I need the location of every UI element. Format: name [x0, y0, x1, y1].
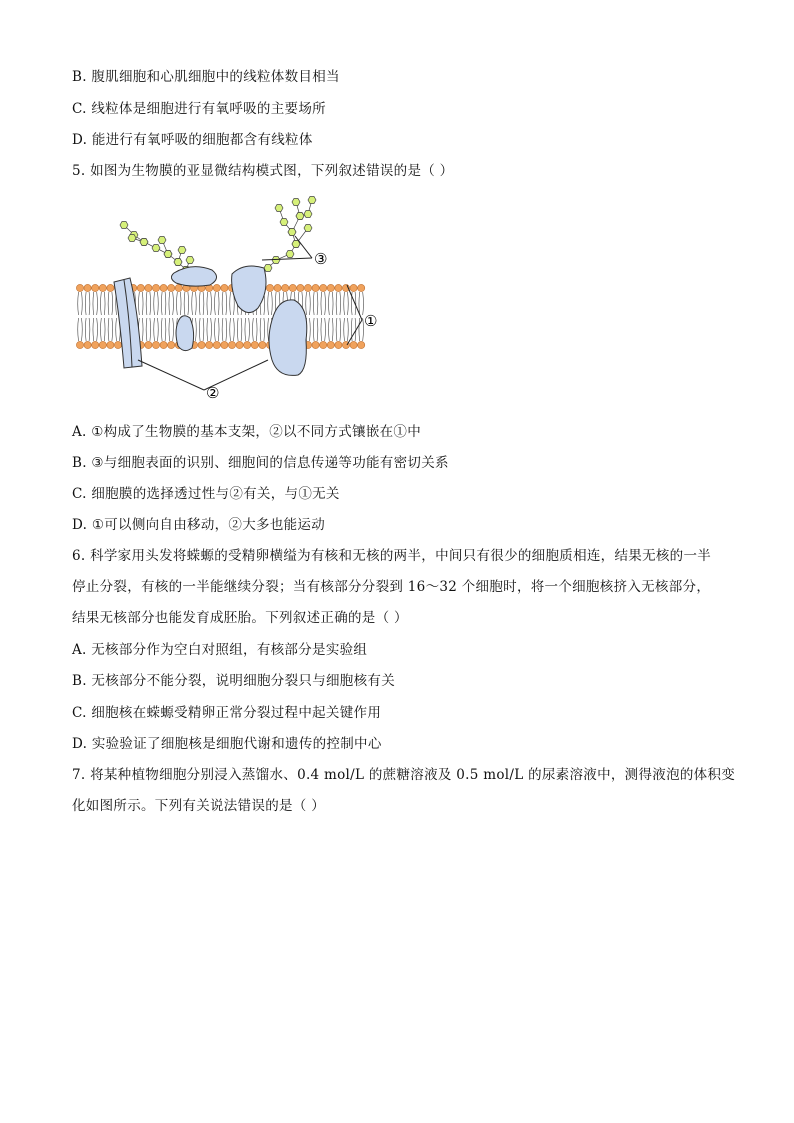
phospholipid-head	[266, 284, 273, 291]
phospholipid-head	[107, 284, 114, 291]
sugar-unit	[275, 205, 283, 212]
q4-option-b: B. 腹肌细胞和心肌细胞中的线粒体数目相当	[72, 69, 340, 85]
phospholipid-tail	[108, 292, 113, 341]
phospholipid-head	[206, 341, 213, 348]
phospholipid-head	[312, 341, 319, 348]
membrane-diagram	[72, 190, 402, 405]
phospholipid-tail	[101, 292, 106, 341]
q6-stem-line-2: 停止分裂，有核的一半能继续分裂；当有核部分分裂到 16～32 个细胞时，将一个细胞核挤入无核部分，	[72, 579, 711, 595]
sugar-unit	[292, 199, 300, 206]
phospholipid-tail	[199, 292, 204, 341]
phospholipid-head	[221, 341, 228, 348]
q5-option-d: D. ①可以侧向自由移动，②大多也能运动	[72, 517, 326, 533]
phospholipid-head	[84, 284, 91, 291]
phospholipid-head	[236, 341, 243, 348]
phospholipid-head	[274, 284, 281, 291]
sugar-unit	[186, 257, 194, 264]
phospholipid-head	[99, 341, 106, 348]
phospholipid-tail	[321, 292, 326, 341]
phospholipid-head	[160, 341, 167, 348]
phospholipid-head	[76, 284, 83, 291]
phospholipid-head	[327, 284, 334, 291]
sugar-unit	[264, 265, 272, 272]
phospholipid-head	[168, 284, 175, 291]
channel-protein	[114, 278, 142, 368]
phospholipid-head	[350, 341, 357, 348]
phospholipid-head	[228, 341, 235, 348]
phospholipid-head	[251, 341, 258, 348]
leader-lines	[138, 236, 362, 390]
phospholipid-head	[259, 341, 266, 348]
q5-stem: 5. 如图为生物膜的亚显微结构模式图，下列叙述错误的是（ ）	[72, 163, 454, 179]
q6-stem-line-1: 6. 科学家用头发将蝾螈的受精卵横缢为有核和无核的两半，中间只有很少的细胞质相连，结果无核的一半	[72, 548, 712, 564]
phospholipid-head	[92, 341, 99, 348]
phospholipid-tail	[161, 292, 166, 341]
phospholipid-head	[92, 284, 99, 291]
phospholipid-head	[152, 284, 159, 291]
q4-option-c: C. 线粒体是细胞进行有氧呼吸的主要场所	[72, 101, 326, 117]
sugar-unit	[296, 213, 304, 220]
phospholipid-tail	[207, 292, 212, 341]
embedded-protein-small	[176, 316, 194, 351]
phospholipid-head	[137, 284, 144, 291]
phospholipid-tail	[169, 292, 174, 341]
transmembrane-protein-center	[232, 266, 266, 313]
label-2: ②	[206, 384, 220, 402]
phospholipid-head	[145, 284, 152, 291]
q6-option-c: C. 细胞核在蝾螈受精卵正常分裂过程中起关键作用	[72, 705, 382, 721]
phospholipid-head	[320, 341, 327, 348]
phospholipid-tail	[146, 292, 151, 341]
phospholipid-head	[76, 341, 83, 348]
phospholipid-head	[289, 284, 296, 291]
phospholipid-head	[297, 284, 304, 291]
q5-option-b: B. ③与细胞表面的识别、细胞间的信息传递等功能有密切关系	[72, 455, 449, 471]
phospholipid-head	[327, 341, 334, 348]
phospholipid-head	[335, 341, 342, 348]
q6-option-d: D. 实验验证了细胞核是细胞代谢和遗传的控制中心	[72, 736, 382, 752]
sugar-unit	[308, 197, 316, 204]
phospholipid-head	[358, 341, 365, 348]
sugar-unit	[288, 229, 296, 236]
sugar-unit	[286, 251, 294, 258]
phospholipid-head	[175, 284, 182, 291]
phospholipid-tail	[78, 292, 83, 341]
phospholipid-head	[168, 341, 175, 348]
phospholipid-head	[304, 284, 311, 291]
phospholipid-tail	[230, 292, 235, 341]
q7-stem-line-1: 7. 将某种植物细胞分别浸入蒸馏水、0.4 mol/L 的蔗糖溶液及 0.5 mol/L 的尿素溶液中，测得液泡的体积变	[72, 767, 736, 783]
q6-option-b: B. 无核部分不能分裂，说明细胞分裂只与细胞核有关	[72, 673, 396, 689]
sugar-unit	[304, 211, 312, 218]
sugar-unit	[304, 225, 312, 232]
phospholipid-head	[213, 341, 220, 348]
glycoprotein-chains	[120, 197, 316, 274]
surface-protein-left	[171, 267, 216, 286]
phospholipid-tail	[313, 292, 318, 341]
label-3: ③	[314, 250, 328, 268]
phospholipid-head	[312, 284, 319, 291]
phospholipid-head	[350, 284, 357, 291]
phospholipid-head	[99, 284, 106, 291]
q4-option-d: D. 能进行有氧呼吸的细胞都含有线粒体	[72, 132, 313, 148]
sugar-unit	[174, 259, 182, 266]
sugar-unit	[280, 219, 288, 226]
phospholipid-tail	[93, 292, 98, 341]
phospholipid-head	[244, 341, 251, 348]
q7-stem-line-2: 化如图所示。下列有关说法错误的是（ ）	[72, 798, 325, 814]
label-1: ①	[364, 312, 378, 330]
phospholipid-head	[114, 341, 121, 348]
phospholipid-head	[358, 284, 365, 291]
phospholipid-tail	[359, 292, 364, 341]
phospholipid-head	[145, 341, 152, 348]
phospholipid-head	[320, 284, 327, 291]
sugar-unit	[178, 247, 186, 254]
sugar-unit	[164, 251, 172, 258]
sugar-unit	[158, 237, 166, 244]
phospholipid-head	[282, 284, 289, 291]
sugar-unit	[152, 245, 160, 252]
phospholipid-tail	[336, 292, 341, 341]
phospholipid-head	[198, 341, 205, 348]
phospholipid-head	[107, 341, 114, 348]
q5-option-a: A. ①构成了生物膜的基本支架，②以不同方式镶嵌在①中	[72, 424, 422, 440]
phospholipid-head	[213, 284, 220, 291]
sugar-unit	[120, 222, 128, 229]
phospholipid-head	[160, 284, 167, 291]
phospholipid-head	[221, 284, 228, 291]
phospholipid-head	[152, 341, 159, 348]
q5-option-c: C. 细胞膜的选择透过性与②有关，与①无关	[72, 486, 340, 502]
phospholipid-tail	[329, 292, 334, 341]
phospholipid-tail	[344, 292, 349, 341]
phospholipid-tail	[215, 292, 220, 341]
transmembrane-protein-large	[269, 300, 307, 376]
phospholipid-head	[84, 341, 91, 348]
phospholipid-head	[335, 284, 342, 291]
q6-stem-line-3: 结果无核部分也能发育成胚胎。下列叙述正确的是（ ）	[72, 610, 408, 626]
q6-option-a: A. 无核部分作为空白对照组，有核部分是实验组	[72, 642, 368, 658]
sugar-unit	[128, 235, 136, 242]
sugar-unit	[140, 239, 148, 246]
phospholipid-tail	[222, 292, 227, 341]
phospholipid-tail	[85, 292, 90, 341]
phospholipid-tail	[154, 292, 159, 341]
